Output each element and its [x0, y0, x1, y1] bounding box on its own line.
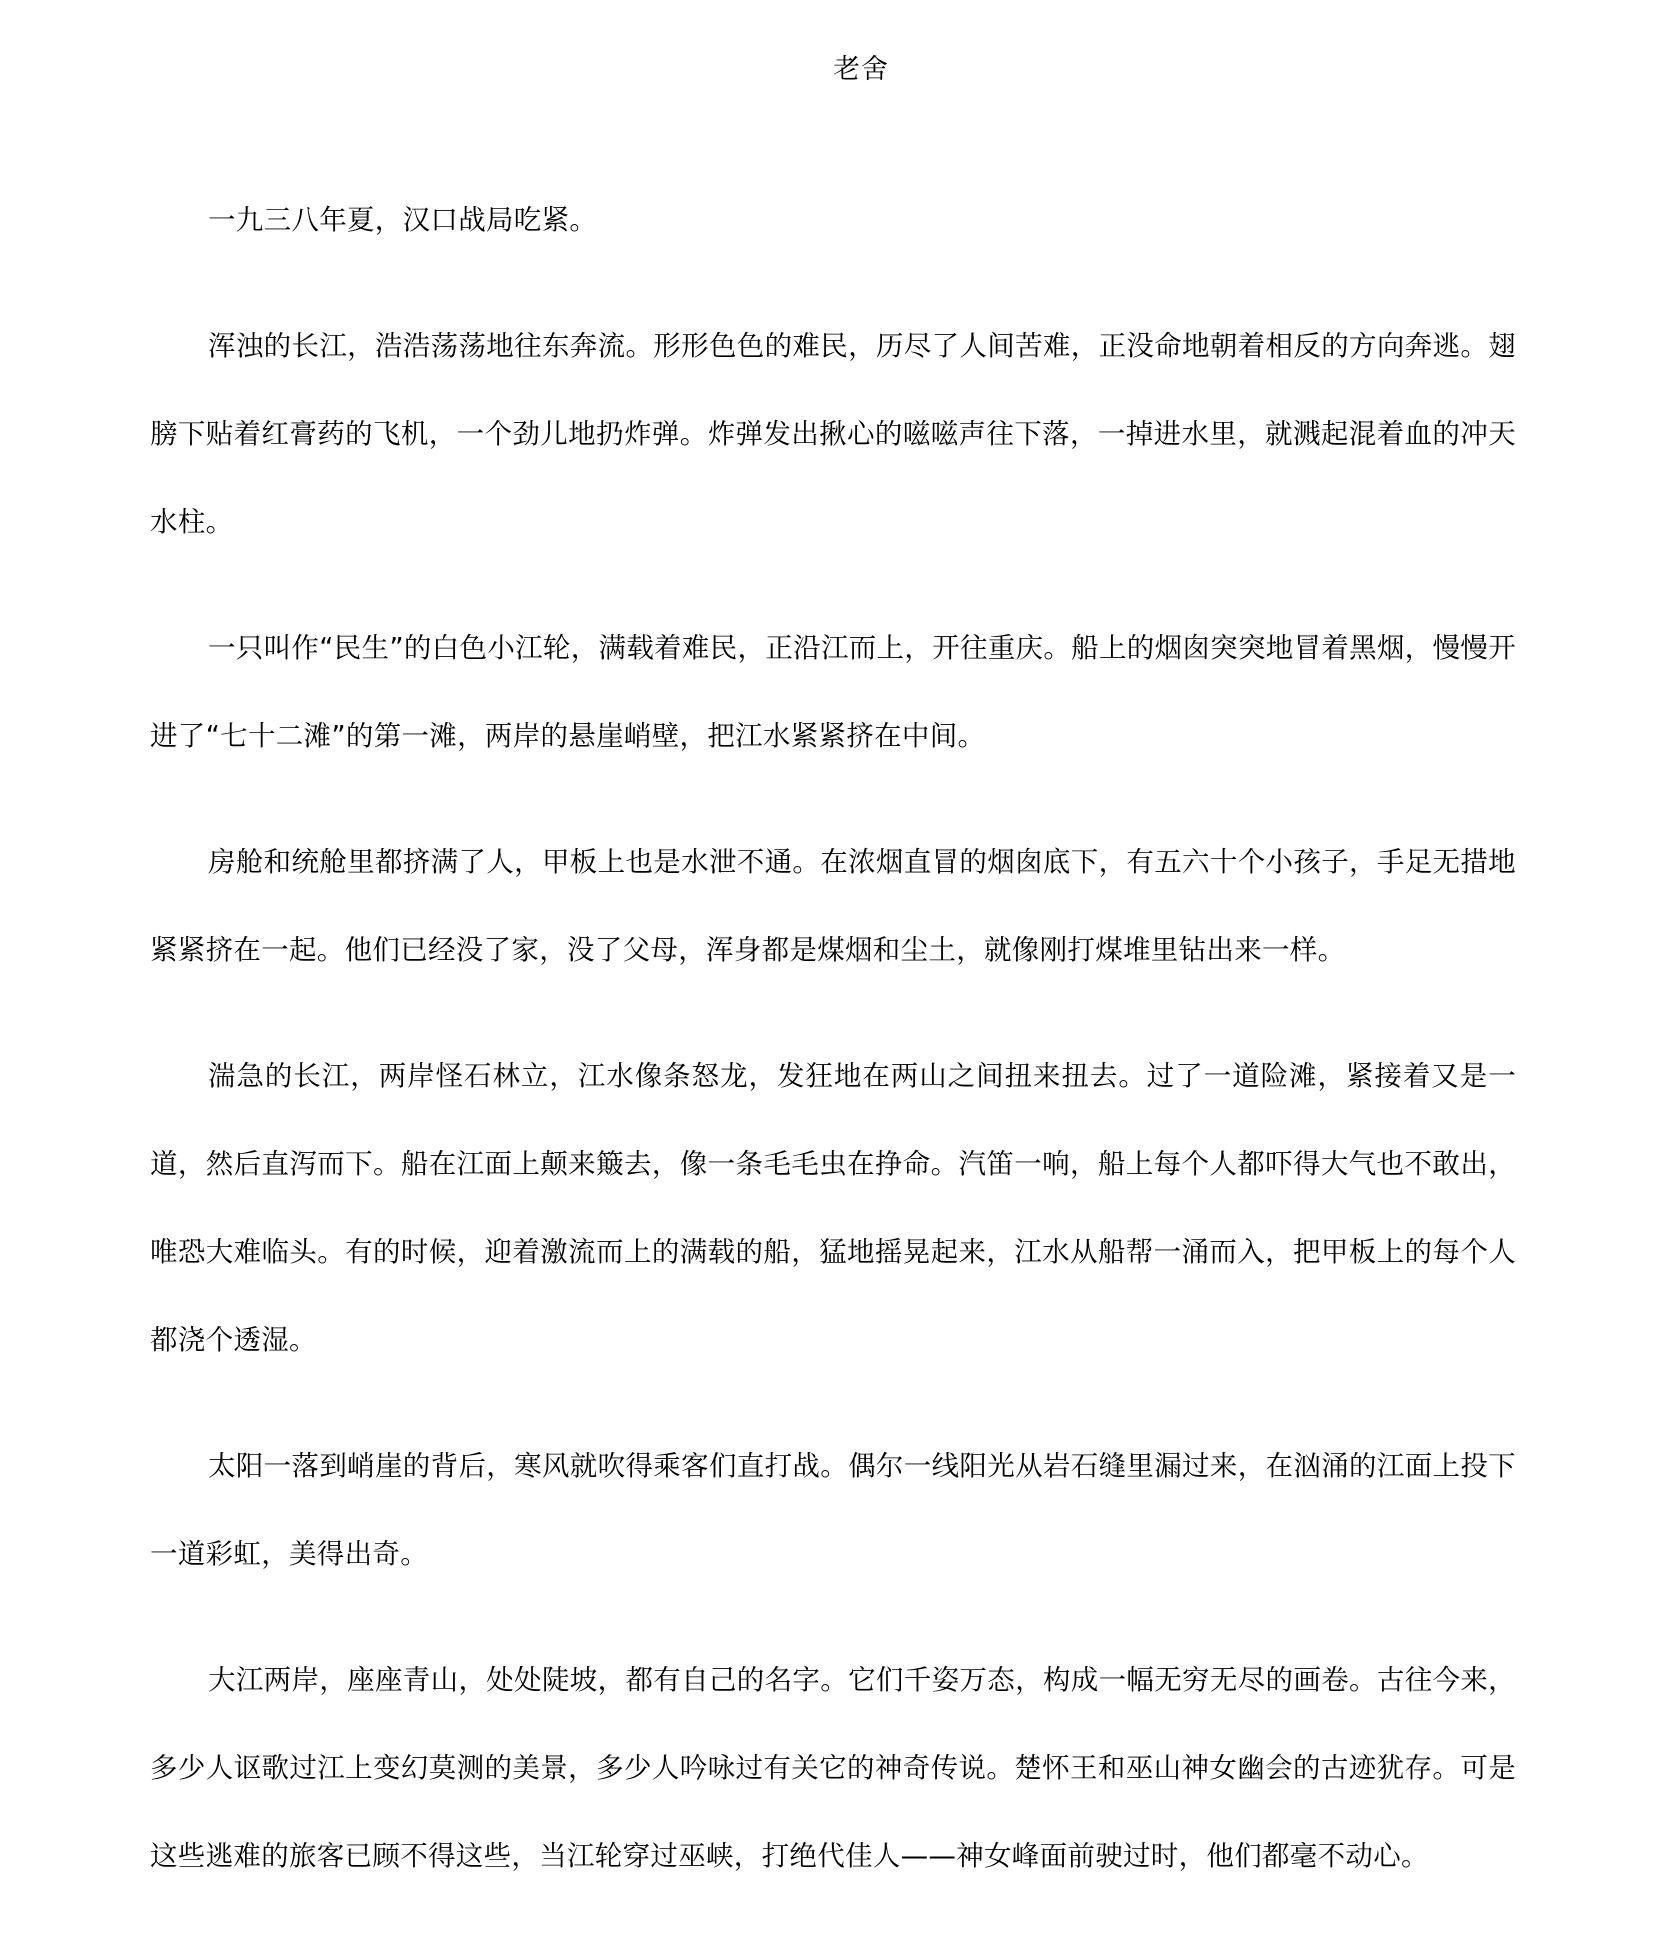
author-heading: 老舍 [833, 54, 889, 85]
document-body [150, 176, 1516, 1938]
paragraph: 浑浊的长江，浩浩荡荡地往东奔流。形形色色的难民，历尽了人间苦难，正没命地朝着相反的方向奔逃。翅膀下贴着红膏药的飞机，一个劲儿地扔炸弹。炸弹发出揪心的嗞嗞声往下落，一掉进水里，就溅起混着血的冲天水柱。 [150, 330, 1516, 538]
paragraph: 太阳一落到峭崖的背后，寒风就吹得乘客们直打战。偶尔一线阳光从岩石缝里漏过来，在汹涌的江面上投下一道彩虹，美得出奇。 [150, 1450, 1516, 1570]
paragraph: 房舱和统舱里都挤满了人，甲板上也是水泄不通。在浓烟直冒的烟囱底下，有五六十个小孩子，手足无措地紧紧挤在一起。他们已经没了家，没了父母，浑身都是煤烟和尘土，就像刚打煤堆里钻出来一样。 [150, 846, 1516, 966]
paragraph: 湍急的长江，两岸怪石林立，江水像条怒龙，发狂地在两山之间扭来扭去。过了一道险滩，紧接着又是一道，然后直泻而下。船在江面上颠来簸去，像一条毛毛虫在挣命。汽笛一响，船上每个人都吓得大气也不敢出，唯恐大难临头。有的时候，迎着激流而上的满载的船，猛地摇晃起来，江水从船帮一涌而入，把甲板上的每个人都浇个透湿。 [150, 1060, 1516, 1356]
paragraph: 一九三八年夏，汉口战局吃紧。 [208, 204, 598, 236]
paragraph: 大江两岸，座座青山，处处陡坡，都有自己的名字。它们千姿万态，构成一幅无穷无尽的画卷。古往今来，多少人讴歌过江上变幻莫测的美景，多少人吟咏过有关它的神奇传说。楚怀王和巫山神女幽会的古迹犹存。可是这些逃难的旅客已顾不得这些，当江轮穿过巫峡，打绝代佳人——神女峰面前驶过时，他们都毫不动心。 [150, 1664, 1516, 1872]
paragraph: 一只叫作“民生”的白色小江轮，满载着难民，正沿江而上，开往重庆。船上的烟囱突突地冒着黑烟，慢慢开进了“七十二滩”的第一滩，两岸的悬崖峭壁，把江水紧紧挤在中间。 [150, 632, 1516, 752]
